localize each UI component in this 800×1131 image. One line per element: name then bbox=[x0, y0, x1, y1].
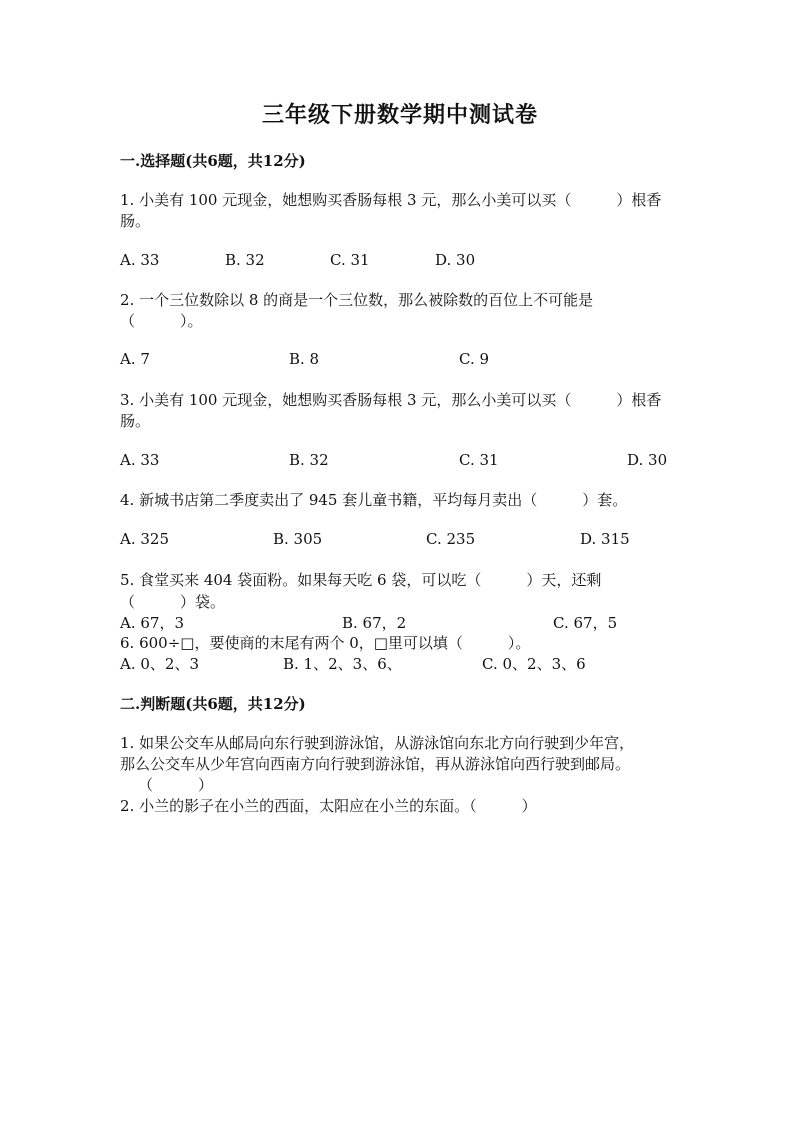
section-heading-choice: 一.选择题(共6题，共12分) bbox=[120, 152, 306, 170]
question-3-option-c: C. 31 bbox=[459, 451, 499, 469]
page-title: 三年级下册数学期中测试卷 bbox=[261, 102, 538, 128]
question-5-option-b: B. 67，2 bbox=[342, 614, 407, 632]
question-1-option-c: C. 31 bbox=[330, 251, 370, 269]
question-4-option-d: D. 315 bbox=[580, 530, 630, 548]
question-2-line-2: （ ）。 bbox=[120, 312, 203, 330]
question-2-line-1: 2. 一个三位数除以 8 的商是一个三位数，那么被除数的百位上不可能是 bbox=[120, 291, 594, 309]
question-1-line-2: 肠。 bbox=[120, 212, 151, 230]
question-2-option-a: A. 7 bbox=[120, 350, 150, 368]
judgment-1-line-1: 1. 如果公交车从邮局向东行驶到游泳馆，从游泳馆向东北方向行驶到少年宫， bbox=[120, 734, 635, 752]
question-3-option-d: D. 30 bbox=[627, 451, 668, 469]
question-6-option-b: B. 1、2、3、6、 bbox=[283, 655, 402, 673]
question-4-line-1: 4. 新城书店第二季度卖出了 945 套儿童书籍，平均每月卖出（ ）套。 bbox=[120, 491, 628, 509]
question-3-line-2: 肠。 bbox=[120, 412, 151, 430]
question-5-option-a: A. 67，3 bbox=[120, 614, 184, 632]
judgment-1-line-3: （ ） bbox=[138, 776, 214, 794]
question-1-option-d: D. 30 bbox=[435, 251, 476, 269]
question-5-option-c: C. 67，5 bbox=[553, 614, 618, 632]
section-heading-judgment: 二.判断题(共6题，共12分) bbox=[120, 695, 306, 713]
question-3-option-a: A. 33 bbox=[120, 451, 160, 469]
question-6-option-c: C. 0、2、3、6 bbox=[482, 655, 586, 673]
question-4-option-c: C. 235 bbox=[426, 530, 476, 548]
question-1-option-b: B. 32 bbox=[225, 251, 265, 269]
question-2-option-b: B. 8 bbox=[289, 350, 320, 368]
question-2-option-c: C. 9 bbox=[459, 350, 490, 368]
question-1-line-1: 1. 小美有 100 元现金，她想购买香肠每根 3 元，那么小美可以买（ ）根香 bbox=[120, 191, 662, 209]
judgment-1-line-2: 那么公交车从少年宫向西南方向行驶到游泳馆，再从游泳馆向西行驶到邮局。 bbox=[120, 755, 631, 773]
question-3-line-1: 3. 小美有 100 元现金，她想购买香肠每根 3 元，那么小美可以买（ ）根香 bbox=[120, 391, 662, 409]
question-6-option-a: A. 0、2、3 bbox=[120, 655, 199, 673]
question-5-line-2: （ ）袋。 bbox=[120, 593, 226, 611]
question-5-line-1: 5. 食堂买来 404 袋面粉。如果每天吃 6 袋，可以吃（ ）天，还剩 bbox=[120, 571, 602, 589]
judgment-2-line-1: 2. 小兰的影子在小兰的西面，太阳应在小兰的东面。（ ） bbox=[120, 797, 537, 815]
question-6-line-1: 6. 600÷□，要使商的末尾有两个 0，□里可以填（ ）。 bbox=[120, 634, 531, 652]
question-1-option-a: A. 33 bbox=[120, 251, 160, 269]
question-3-option-b: B. 32 bbox=[289, 451, 329, 469]
question-4-option-a: A. 325 bbox=[120, 530, 169, 548]
question-4-option-b: B. 305 bbox=[273, 530, 323, 548]
